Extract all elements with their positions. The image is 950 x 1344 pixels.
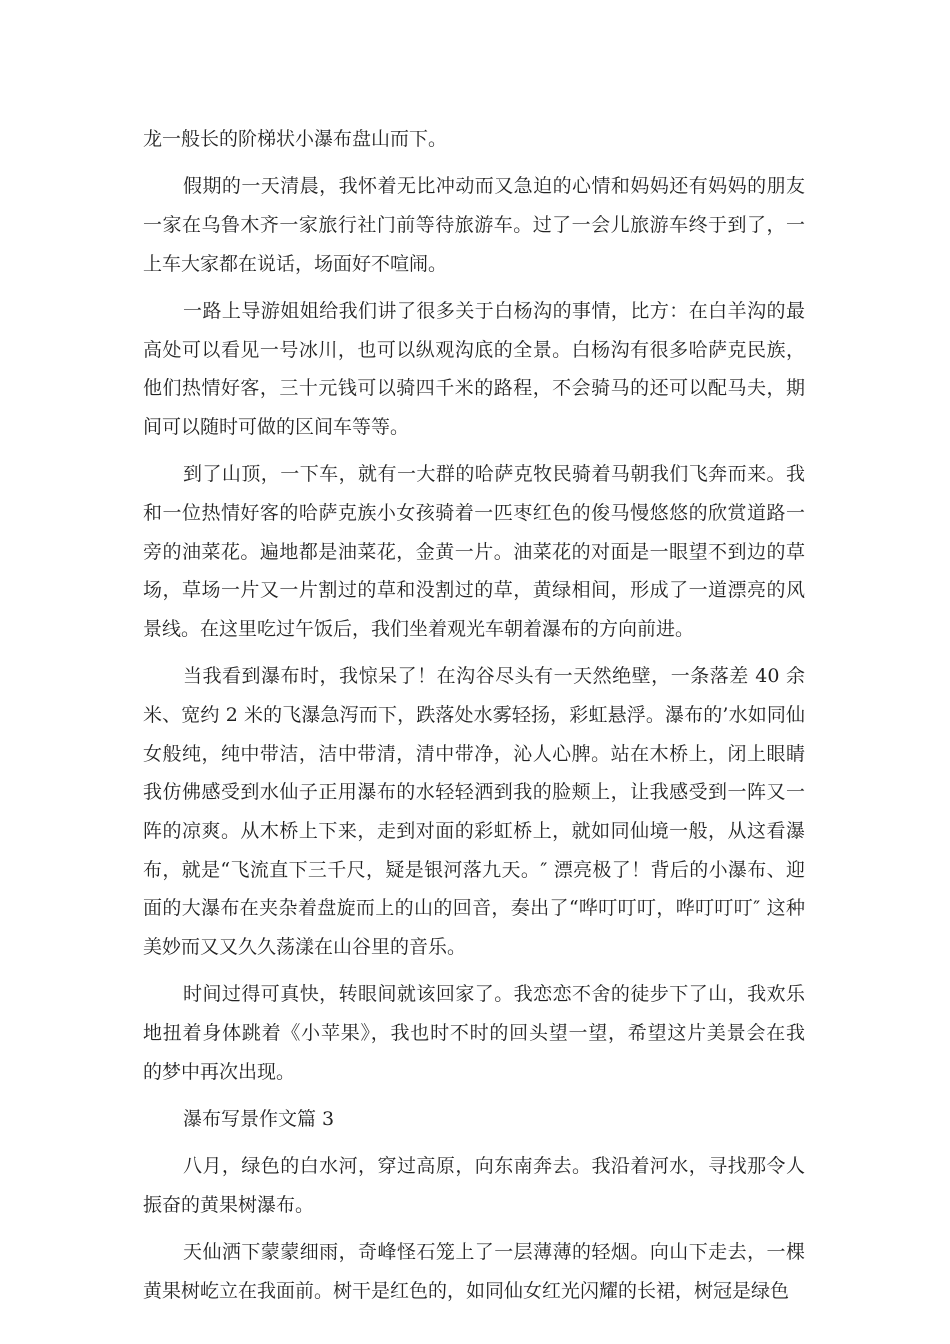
paragraph-gap <box>143 447 805 456</box>
text-line: 龙一般长的阶梯状小瀑布盘山而下。 <box>143 128 448 150</box>
paragraph <box>143 1147 805 1224</box>
text-line: 地扭着身体跳着《小苹果》，我也时不时的回头望一望，希望这片美景会在我 <box>143 1022 805 1045</box>
text-line: 美妙而又又久久荡漾在山谷里的音乐。 <box>143 936 467 959</box>
paragraph-gap <box>143 1139 805 1148</box>
text-line: 高处可以看见一号冰川，也可以纵观沟底的全景。白杨沟有很多哈萨克民族， <box>143 338 805 361</box>
paragraph <box>143 975 805 1091</box>
paragraph-gap <box>143 649 805 658</box>
text-line: 时间过得可真快，转眼间就该回家了。我恋恋不舍的徒步下了山，我欢乐 <box>183 983 805 1006</box>
document-body <box>143 120 805 1311</box>
text-line: 黄果树屹立在我面前。树干是红色的，如同仙女红光闪耀的长裙，树冠是绿色 <box>143 1280 790 1302</box>
paragraph <box>143 292 805 447</box>
text-line: 上车大家都在说话，场面好不喧闹。 <box>143 252 448 275</box>
text-line: 阵的凉爽。从木桥上下来，走到对面的彩虹桥上，就如同仙境一般，从这看瀑 <box>143 820 805 843</box>
text-line: 布，就是“飞流直下三千尺，疑是银河落九天。″ 漂亮极了！背后的小瀑布、迎 <box>143 858 805 881</box>
text-line: 八月，绿色的白水河，穿过高原，向东南奔去。我沿着河水，寻找那令人 <box>183 1155 805 1178</box>
text-line: 场，草场一片又一片割过的草和没割过的草，黄绿相间，形成了一道漂亮的风 <box>143 579 805 602</box>
paragraph-gap <box>143 159 805 168</box>
text-line: 到了山顶，一下车，就有一大群的哈萨克牧民骑着马朝我们飞奔而来。我 <box>183 463 805 486</box>
text-line: 瀑布写景作文篇 3 <box>183 1108 335 1131</box>
text-line: 面的大瀑布在夹杂着盘旋而上的山的回音，奏出了“哗叮叮叮，哗叮叮叮″ 这种 <box>143 897 805 920</box>
text-line: 我仿佛感受到水仙子正用瀑布的水轻轻洒到我的脸颊上，让我感受到一阵又一 <box>143 781 805 804</box>
text-line: 振奋的黄果树瀑布。 <box>143 1194 315 1217</box>
text-line: 天仙洒下蒙蒙细雨，奇峰怪石笼上了一层薄薄的轻烟。向山下走去，一棵 <box>183 1241 805 1264</box>
text-line: 一家在乌鲁木齐一家旅行社门前等待旅游车。过了一会儿旅游车终于到了，一 <box>143 213 805 236</box>
text-line: 旁的油菜花。遍地都是油菜花，金黄一片。油菜花的对面是一眼望不到边的草 <box>143 540 805 563</box>
text-line: 和一位热情好客的哈萨克族小女孩骑着一匹枣红色的俊马慢悠悠的欣赏道路一 <box>143 501 805 524</box>
paragraph-gap <box>143 967 805 976</box>
paragraph <box>143 1100 805 1139</box>
paragraph <box>143 657 805 967</box>
paragraph <box>143 120 805 159</box>
paragraph-gap <box>143 1225 805 1234</box>
text-line: 女般纯，纯中带洁，洁中带清，清中带净，沁人心脾。站在木桥上，闭上眼睛 <box>143 742 805 765</box>
paragraph <box>143 455 805 648</box>
text-line: 一路上导游姐姐给我们讲了很多关于白杨沟的事情，比方：在白羊沟的最 <box>183 299 805 322</box>
paragraph-gap <box>143 1091 805 1100</box>
text-line: 间可以随时可做的区间车等等。 <box>143 416 410 438</box>
text-line: 的梦中再次出现。 <box>143 1060 296 1083</box>
text-line: 米、宽约 2 米的飞瀑急泻而下，跌落处水雾轻扬，彩虹悬浮。瀑布的’水如同仙 <box>143 704 805 726</box>
paragraph <box>143 1233 805 1310</box>
text-line: 假期的一天清晨，我怀着无比冲动而又急迫的心情和妈妈还有妈妈的朋友 <box>183 175 805 198</box>
text-line: 当我看到瀑布时，我惊呆了！在沟谷尽头有一天然绝壁，一条落差 40 余 <box>183 665 805 688</box>
paragraph-gap <box>143 283 805 292</box>
text-line: 景线。在这里吃过午饭后，我们坐着观光车朝着瀑布的方向前进。 <box>143 618 695 641</box>
text-line: 他们热情好客，三十元钱可以骑四千米的路程，不会骑马的还可以配马夫，期 <box>143 377 805 400</box>
paragraph <box>143 167 805 283</box>
